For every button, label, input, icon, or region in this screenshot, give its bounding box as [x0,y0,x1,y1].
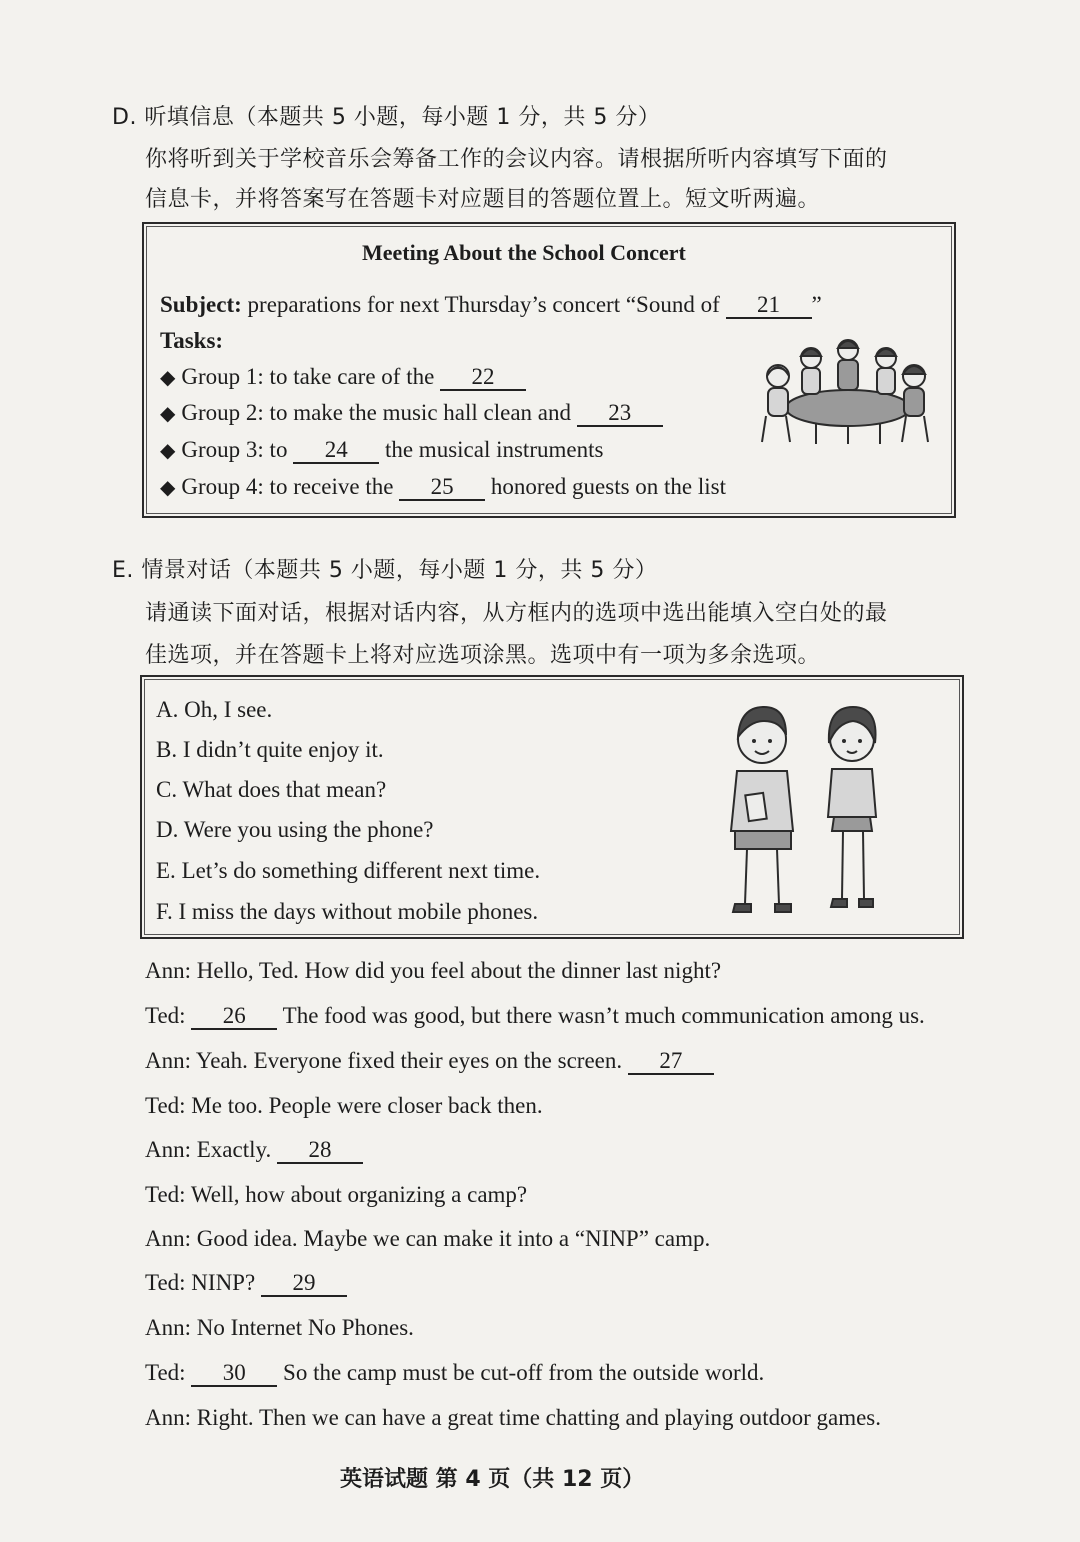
task-text-after: the musical instruments [384,437,604,462]
dialogue-text: Hello, Ted. How did you feel about the dinner last night? [196,958,722,983]
dialogue-line [145,1405,881,1431]
diamond-bullet-icon: ◆ [160,403,176,425]
option-letter: C. [156,777,178,802]
option-row [156,899,538,925]
blank-27[interactable]: 27 [628,1049,714,1075]
task-row [160,400,663,427]
subject-text: preparations for next Thursday’s concert “Sound of [247,292,720,317]
blank-22[interactable]: 22 [440,365,526,391]
option-letter: A. [156,697,179,722]
speaker: Ann: [145,958,191,983]
subject-line [160,292,822,319]
diamond-bullet-icon: ◆ [160,440,176,462]
speaker: Ted: [145,1270,186,1295]
diamond-bullet-icon: ◆ [160,367,176,389]
dialogue-text: Exactly. [196,1137,272,1162]
dialogue-text: No Internet No Phones. [196,1315,414,1340]
section-d-heading: D. 听填信息（本题共 5 小题，每小题 1 分，共 5 分） [112,105,661,130]
option-row [156,737,384,763]
info-card-title: Meeting About the School Concert [362,240,686,265]
blank-26[interactable]: 26 [191,1004,277,1030]
option-letter: F. [156,899,173,924]
task-row [160,474,726,501]
option-text: I didn’t quite enjoy it. [182,737,384,762]
section-d-instruction-1: 你将听到关于学校音乐会筹备工作的会议内容。请根据所听内容填写下面的 [145,147,888,172]
task-text: Group 1: to take care of the [181,364,435,389]
dialogue-line [145,1003,925,1030]
dialogue-text: Yeah. Everyone fixed their eyes on the screen. [195,1048,623,1073]
section-e-instruction-1: 请通读下面对话，根据对话内容，从方框内的选项中选出能填入空白处的最 [145,601,888,626]
info-card [142,222,956,518]
speaker: Ann: [145,1226,191,1251]
dialogue-line [145,1315,414,1341]
dialogue-line [145,1048,714,1075]
option-row [156,858,540,884]
speaker: Ted: [145,1360,186,1385]
blank-25[interactable]: 25 [399,475,485,501]
dialogue-line [145,1226,710,1252]
section-d-instruction-2: 信息卡，并将答案写在答题卡对应题目的答题位置上。短文听两遍。 [145,187,821,212]
page-footer: 英语试题 第 4 页（共 12 页） [340,1467,645,1492]
options-box [140,675,964,939]
task-text: Group 2: to make the music hall clean and [181,400,571,425]
option-text: Oh, I see. [184,697,273,722]
meeting-table-illustration [756,336,931,446]
dialogue-text: NINP? [191,1270,256,1295]
dialogue-text: So the camp must be cut-off from the outside world. [283,1360,765,1385]
dialogue-text: Well, how about organizing a camp? [190,1182,528,1207]
boy-and-girl-illustration [717,699,897,924]
dialogue-line [145,1093,543,1119]
dialogue-text: Me too. People were closer back then. [191,1093,543,1118]
blank-28[interactable]: 28 [277,1138,363,1164]
option-text: What does that mean? [182,777,387,802]
speaker: Ann: [145,1315,191,1340]
blank-23[interactable]: 23 [577,401,663,427]
option-letter: D. [156,817,179,842]
blank-29[interactable]: 29 [261,1271,347,1297]
dialogue-line [145,1182,527,1208]
task-row [160,364,526,391]
dialogue-line [145,1137,363,1164]
option-text: Let’s do something different next time. [181,858,541,883]
tasks-label: Tasks: [160,328,224,353]
option-letter: E. [156,858,176,883]
subject-label: Subject: [160,292,242,317]
speaker: Ann: [145,1048,191,1073]
dialogue-text: Right. Then we can have a great time chatting and playing outdoor games. [196,1405,882,1430]
option-row [156,817,434,843]
blank-21[interactable]: 21 [726,293,812,319]
section-e-instruction-2: 佳选项，并在答题卡上将对应选项涂黑。选项中有一项为多余选项。 [145,643,821,668]
task-row [160,437,603,464]
option-row [156,777,386,803]
blank-24[interactable]: 24 [293,438,379,464]
option-row [156,697,272,723]
subject-close-quote: ” [811,292,822,317]
diamond-bullet-icon: ◆ [160,477,176,499]
speaker: Ann: [145,1137,191,1162]
speaker: Ted: [145,1003,186,1028]
option-letter: B. [156,737,178,762]
speaker: Ted: [145,1093,186,1118]
dialogue-line [145,1270,347,1297]
task-text-after: honored guests on the list [490,474,727,499]
option-text: Were you using the phone? [183,817,434,842]
blank-30[interactable]: 30 [191,1361,277,1387]
speaker: Ann: [145,1405,191,1430]
section-e-heading: E. 情景对话（本题共 5 小题，每小题 1 分，共 5 分） [112,558,658,583]
task-text: Group 4: to receive the [181,474,394,499]
dialogue-line [145,1360,764,1387]
option-text: I miss the days without mobile phones. [178,899,539,924]
dialogue-line [145,958,721,984]
dialogue-text: Good idea. Maybe we can make it into a “NINP” camp. [196,1226,711,1251]
dialogue-text: The food was good, but there wasn’t much communication among us. [282,1003,925,1028]
task-text: Group 3: to [181,437,288,462]
speaker: Ted: [145,1182,186,1207]
